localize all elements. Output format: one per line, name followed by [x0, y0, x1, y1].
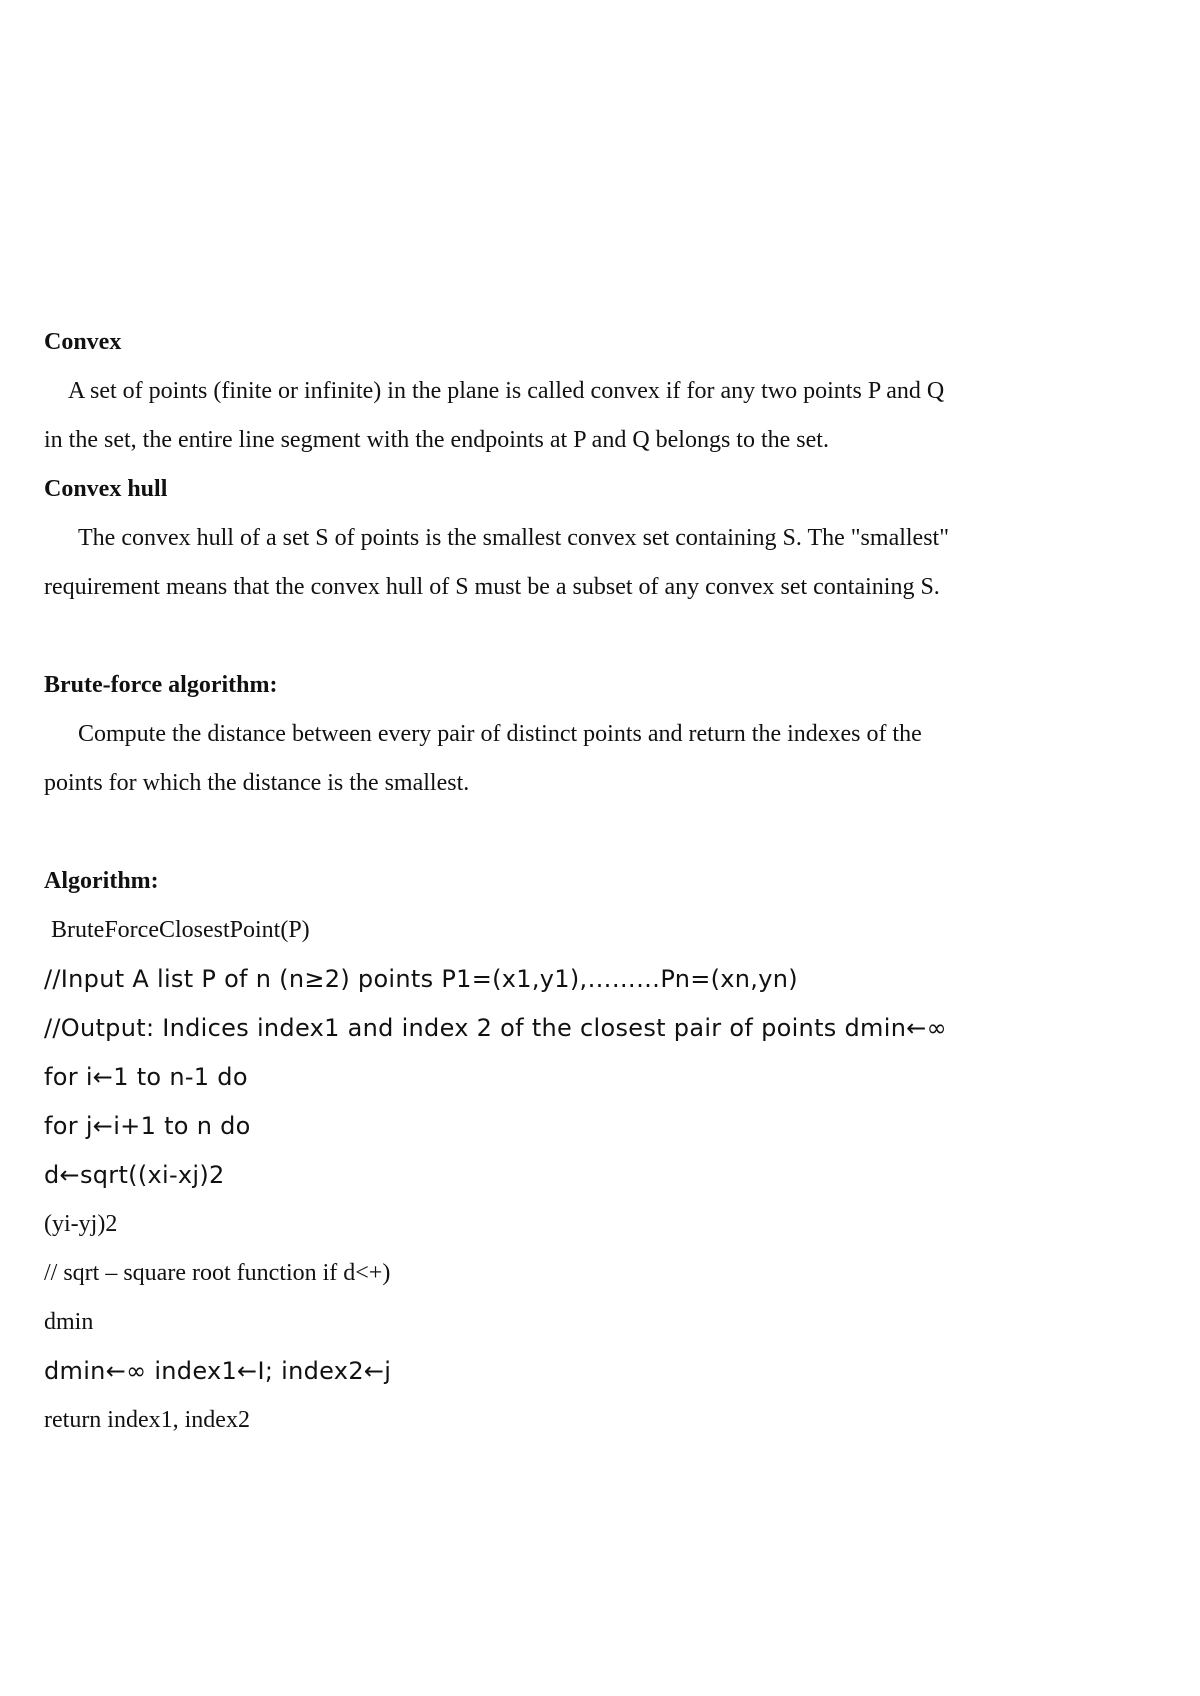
algorithm-signature: BruteForceClosestPoint(P)	[51, 917, 310, 943]
algorithm-heading: Algorithm:	[44, 868, 159, 894]
code-output-comment: //Output: Indices index1 and index 2 of the closest pair of points dmin←∞	[44, 1014, 947, 1042]
brute-force-description-line-1: Compute the distance between every pair of distinct points and return the indexes of the	[78, 721, 922, 747]
convex-hull-definition-line-1: The convex hull of a set S of points is the smallest convex set containing S. The "smallest"	[78, 525, 950, 551]
convex-hull-definition-line-2: requirement means that the convex hull of S must be a subset of any convex set containing S.	[44, 574, 940, 600]
spacer	[44, 612, 1144, 661]
convex-hull-heading: Convex hull	[44, 476, 168, 502]
code-outer-loop: for i←1 to n-1 do	[44, 1063, 248, 1091]
convex-definition-line-2: in the set, the entire line segment with the endpoints at P and Q belongs to the set.	[44, 427, 829, 453]
convex-heading: Convex	[44, 329, 122, 355]
code-input-comment: //Input A list P of n (n≥2) points P1=(x1,y1),………Pn=(xn,yn)	[44, 965, 798, 993]
code-distance-continued: (yi-yj)2	[44, 1211, 118, 1237]
document-page	[44, 318, 1144, 1445]
code-return: return index1, index2	[44, 1407, 250, 1433]
brute-force-description-line-2: points for which the distance is the smallest.	[44, 770, 470, 796]
brute-force-heading: Brute-force algorithm:	[44, 672, 278, 698]
code-distance: d←sqrt((xi-xj)2	[44, 1161, 225, 1189]
code-sqrt-comment: // sqrt – square root function if d<+)	[44, 1260, 391, 1286]
code-inner-loop: for j←i+1 to n do	[44, 1112, 251, 1140]
convex-definition-line-1: A set of points (finite or infinite) in the plane is called convex if for any two points P and Q	[68, 378, 945, 404]
spacer	[44, 808, 1144, 857]
code-dmin: dmin	[44, 1309, 94, 1335]
code-assign-indices: dmin←∞ index1←I; index2←j	[44, 1357, 392, 1385]
